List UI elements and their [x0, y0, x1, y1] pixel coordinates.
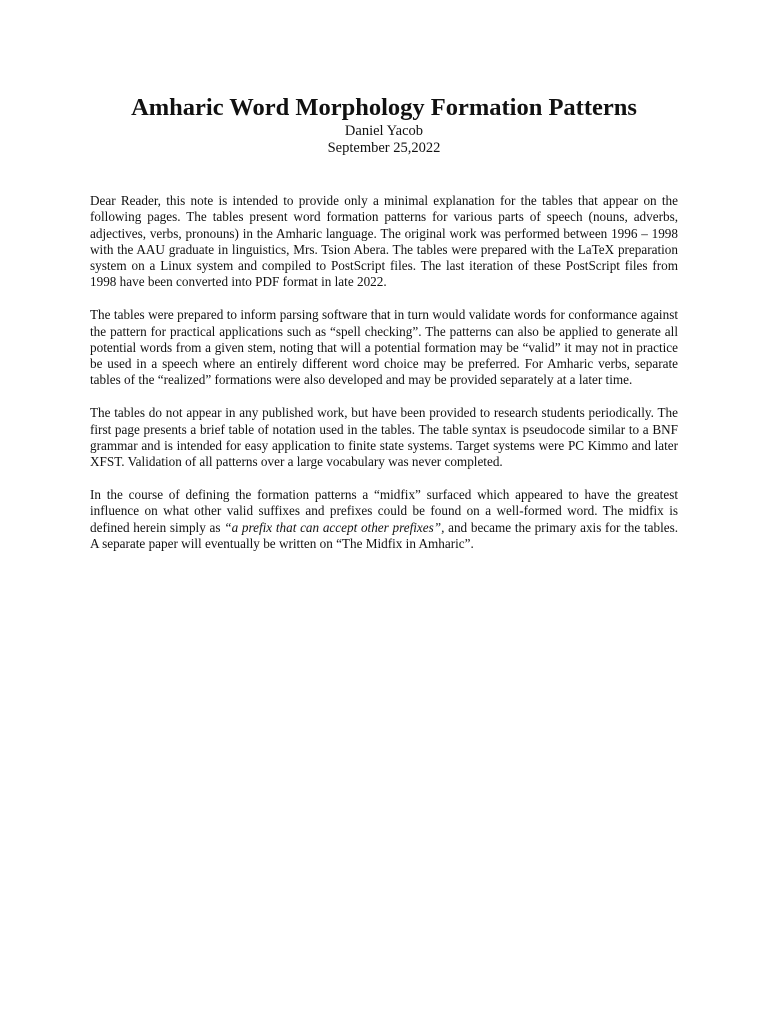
paragraph-3: The tables do not appear in any published work, but have been provided to research students periodically. The first page presents a brief table of notation used in the tables. The table syntax is pseudocode similar to a BNF grammar and is intended for easy application to finite state systems. Target systems were PC Kimmo and later XFST. Validation of all patterns over a large vocabulary was never completed.	[90, 405, 678, 470]
document-author: Daniel Yacob	[344, 123, 424, 139]
paragraph-4	[90, 487, 678, 552]
paragraph-4-start: In the course of defining the formation patterns a “midfix” surfaced which appeared to have the greatest influence on what other valid suffixes and prefixes could be found on a well-formed word. The midfix is defined herein simply as	[90, 486, 678, 535]
paragraph-4-end: and became the primary axis for the tables. A separate paper will eventually be written on “The Midfix in Amharic”.	[90, 519, 679, 551]
document-date: September 25,2022	[327, 140, 441, 156]
midfix-definition-emphasis: “a prefix that can accept other prefixes”,	[224, 519, 445, 535]
document-header	[0, 93, 768, 157]
document-body	[90, 193, 678, 569]
paragraph-1: Dear Reader, this note is intended to provide only a minimal explanation for the tables that appear on the following pages. The tables present word formation patterns for various parts of speech (nouns, adverbs, adjectives, verbs, pronouns) in the Amharic language. The original work was performed between 1996 – 1998 with the AAU graduate in linguistics, Mrs. Tsion Abera. The tables were prepared with the LaTeX preparation system on a Linux system and compiled to PostScript files. The last iteration of these PostScript files from 1998 have been converted into PDF format in late 2022.	[90, 193, 678, 290]
document-title: Amharic Word Morphology Formation Patterns	[131, 94, 637, 121]
paragraph-2: The tables were prepared to inform parsing software that in turn would validate words for conformance against the pattern for practical applications such as “spell checking”. The patterns can also be applied to generate all potential words from a given stem, noting that will a potential formation may be “valid” it may not in practice be used in a speech where an entirely different word choice may be preferred. For Amharic verbs, separate tables of the “realized” formations were also developed and may be provided separately at a later time.	[90, 307, 678, 388]
